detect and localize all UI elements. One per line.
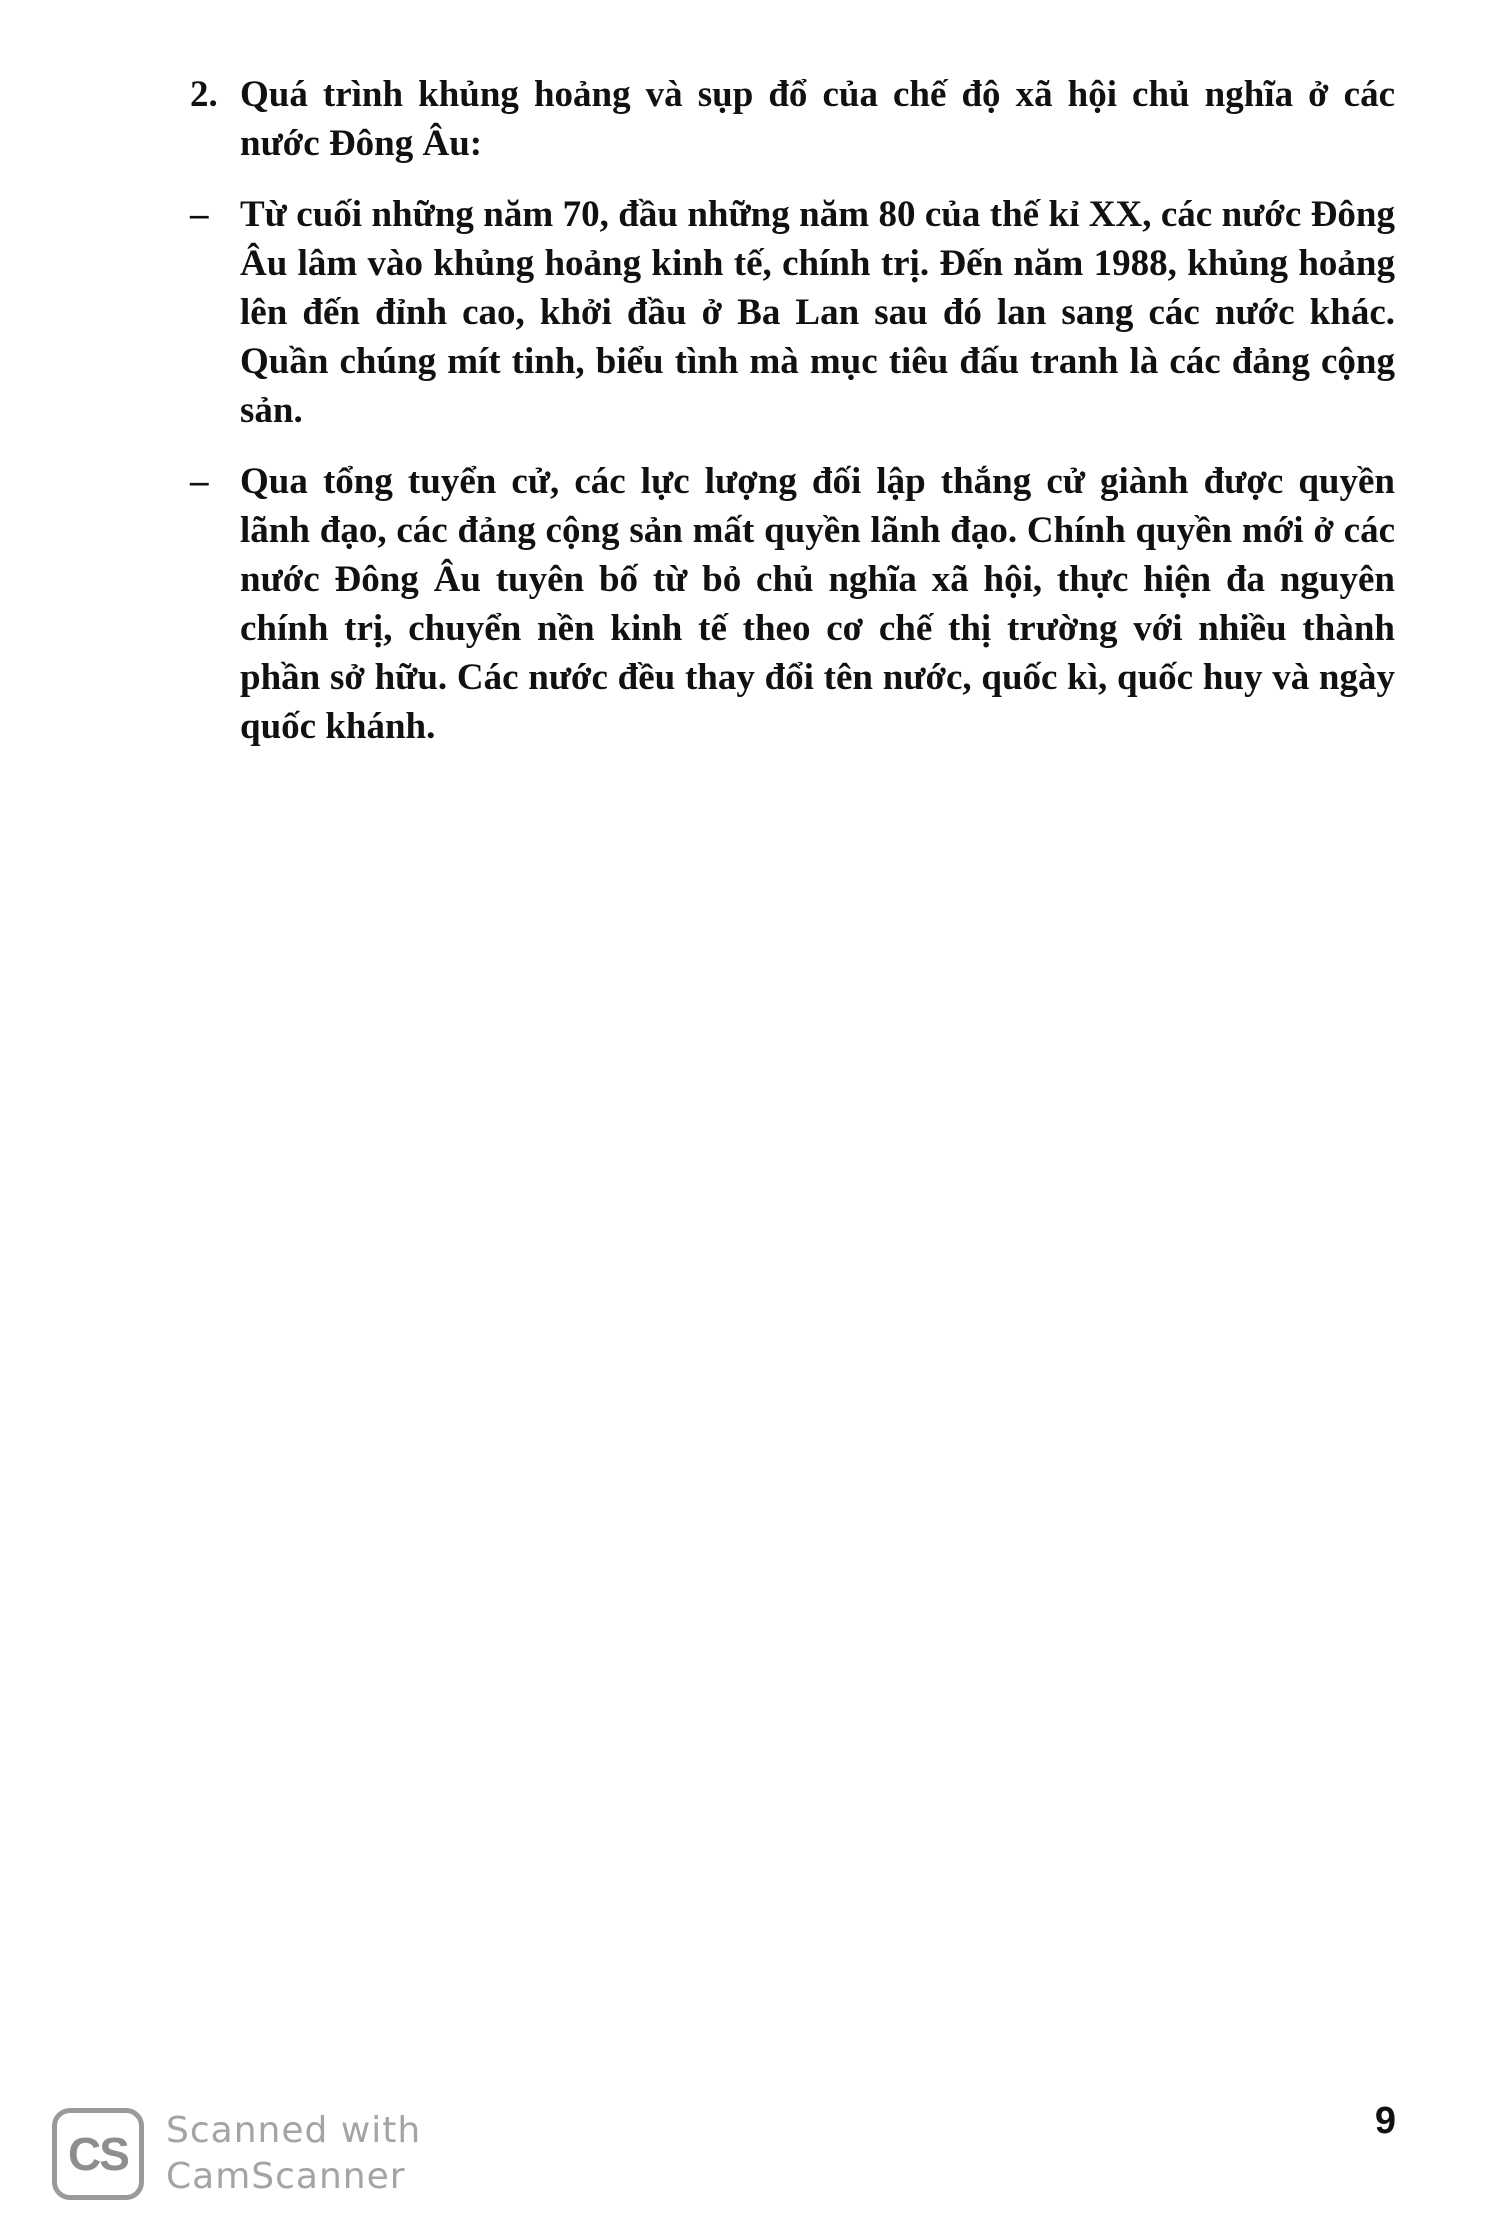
section-heading-text: Quá trình khủng hoảng và sụp đổ của chế độ xã hội chủ nghĩa ở các nước Đông Âu:	[240, 74, 1395, 164]
watermark-line-1: Scanned with	[166, 2110, 422, 2151]
bullet-marker: –	[190, 461, 209, 502]
bullet-item	[190, 190, 1395, 435]
camscanner-logo-icon: CS	[52, 2108, 144, 2200]
bullet-item	[190, 457, 1395, 751]
page-content	[190, 70, 1395, 773]
bullet-text: Qua tổng tuyển cử, các lực lượng đối lập thắng cử giành được quyền lãnh đạo, các đảng cộng sản mất quyền lãnh đạo. Chính quyền mới ở các nước Đông Âu tuyên bố từ bỏ chủ nghĩa xã hội, thực hiện đa nguyên chính trị, chuyển nền kinh tế theo cơ chế thị trường với nhiều thành phần sở hữu. Các nước đều thay đổi tên nước, quốc kì, quốc huy và ngày quốc khánh.	[240, 461, 1395, 747]
bullet-text: Từ cuối những năm 70, đầu những năm 80 của thế kỉ XX, các nước Đông Âu lâm vào khủng hoảng kinh tế, chính trị. Đến năm 1988, khủng hoảng lên đến đỉnh cao, khởi đầu ở Ba Lan sau đó lan sang các nước khác. Quần chúng mít tinh, biểu tình mà mục tiêu đấu tranh là các đảng cộng sản.	[240, 194, 1395, 431]
watermark-line-2: CamScanner	[166, 2156, 406, 2197]
section-heading	[190, 70, 1395, 168]
bullet-marker: –	[190, 194, 209, 235]
section-number: 2.	[190, 74, 218, 115]
camscanner-watermark	[52, 2108, 421, 2200]
page-number: 9	[1374, 2100, 1396, 2142]
watermark-text	[166, 2108, 421, 2200]
